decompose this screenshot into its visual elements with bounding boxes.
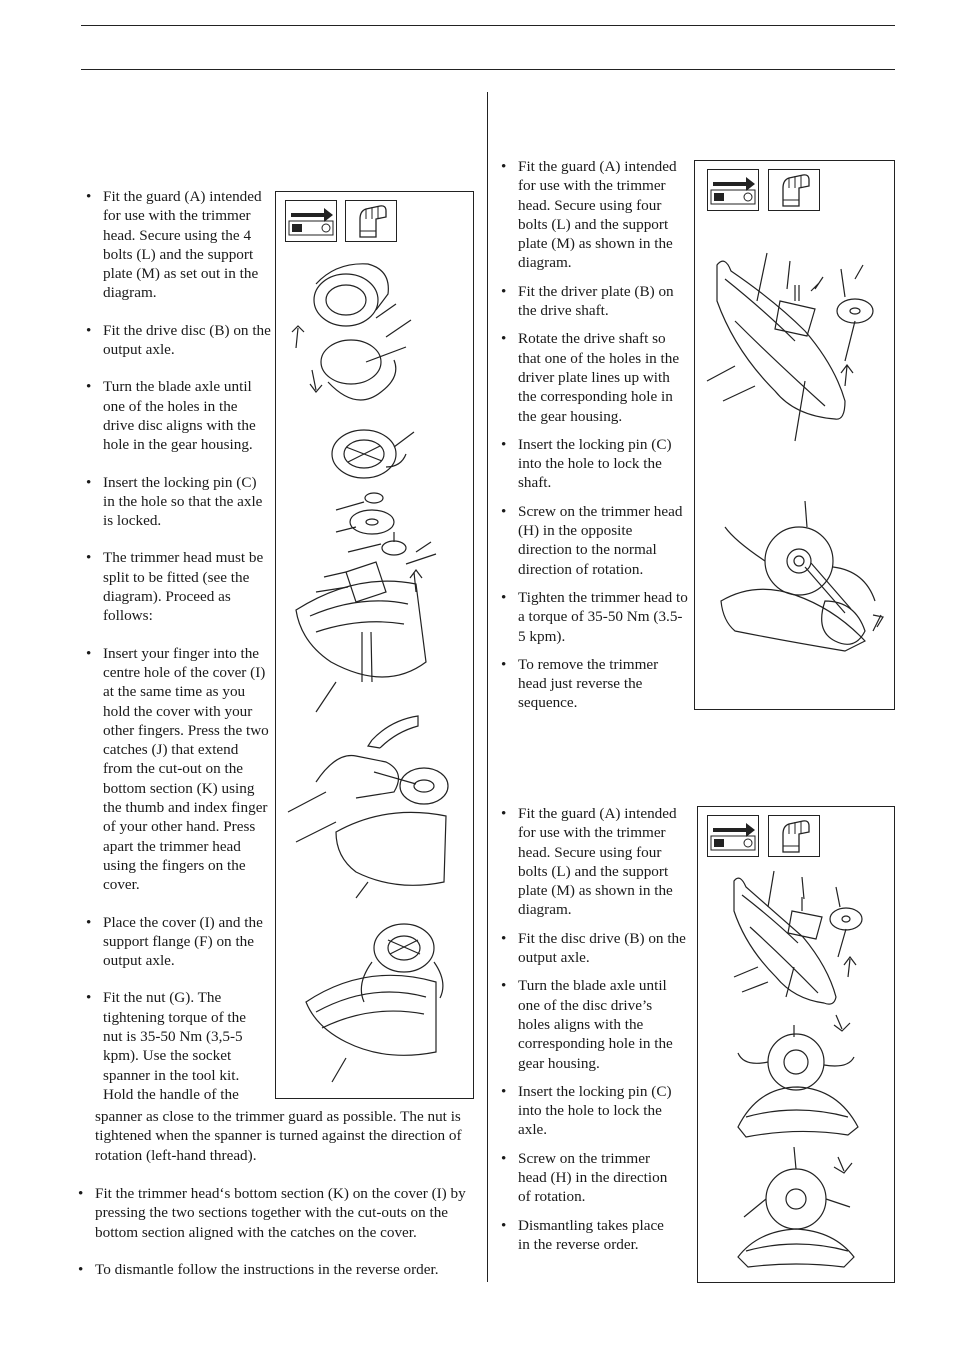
- rt-step-3: • Rotate the drive shaft so that one of the holes in the driver plate lines up with the corresponding hole in the gear housing.: [496, 329, 688, 425]
- rt-step-4: • Insert the locking pin (C) into the hole to lock the shaft.: [496, 435, 688, 493]
- disc-drive-assembly-drawing: [698, 807, 896, 1284]
- rb-step-1: • Fit the guard (A) intended for use with the trimmer head. Secure using four bolts (L) and the support plate (M) as shown in the diagram.: [496, 804, 678, 920]
- left-instructions: [81, 187, 271, 1104]
- left-figure-panel: [275, 191, 474, 1099]
- rb-step-4: • Insert the locking pin (C) into the hole to lock the axle.: [496, 1082, 686, 1140]
- left-step-7: • Place the cover (I) and the support flange (F) on the output axle.: [81, 913, 271, 971]
- rt-step-2: • Fit the driver plate (B) on the drive shaft.: [496, 282, 688, 321]
- left-step-8-continued: spanner as close to the trimmer guard as possible. The nut is tightened when the spanner is turned against the direction of rotation (left-hand thread).: [95, 1108, 462, 1164]
- right-bottom-figure-panel: [697, 806, 895, 1283]
- left-bottom-instructions: [73, 1184, 468, 1279]
- left-step-4: • Insert the locking pin (C) in the hole so that the axle is locked.: [81, 473, 271, 531]
- left-step-8: • Fit the nut (G). The tightening torque of the nut is 35-50 Nm (3,5-5 kpm). Use the socket spanner in the tool kit. Hold the handle of the: [81, 988, 263, 1104]
- rt-step-6: • Tighten the trimmer head to a torque of 35-50 Nm (3.5-5 kpm).: [496, 588, 688, 646]
- guard-and-trimmer-drawing: [695, 161, 896, 711]
- header-rule: [81, 69, 895, 70]
- rt-step-5: • Screw on the trimmer head (H) in the opposite direction to the normal direction of rotation.: [496, 502, 688, 579]
- trimmer-head-assembly-drawing: [276, 192, 475, 1100]
- right-bottom-instructions: [496, 804, 686, 1254]
- left-step-1: • Fit the guard (A) intended for use with the trimmer head. Secure using the 4 bolts (L) and the support plate (M) as set out in the diagram.: [81, 187, 271, 303]
- right-top-figure-panel: [694, 160, 895, 710]
- left-step-9: • Fit the trimmer head‘s bottom section (K) on the cover (I) by pressing the two sections together with the cut-outs on the bottom section aligned with the catches on the cover.: [73, 1184, 468, 1242]
- top-rule: [81, 25, 895, 26]
- right-top-instructions: [496, 157, 688, 713]
- left-step-3: • Turn the blade axle until one of the holes in the drive disc aligns with the hole in the gear housing.: [81, 377, 271, 454]
- left-step-5: • The trimmer head must be split to be fitted (see the diagram). Proceed as follows:: [81, 548, 271, 625]
- rb-step-3: • Turn the blade axle until one of the disc drive’s holes aligns with the corresponding hole in the gear housing.: [496, 976, 686, 1072]
- left-step-10: • To dismantle follow the instructions in the reverse order.: [73, 1260, 468, 1279]
- rt-step-1: • Fit the guard (A) intended for use with the trimmer head. Secure using four bolts (L) and the support plate (M) as shown in the diagram.: [496, 157, 688, 273]
- column-divider: [487, 92, 488, 1282]
- left-step-6: • Insert your finger into the centre hole of the cover (I) at the same time as you hold the cover with your other fingers. Press the two catches (J) that extend from the cut-out on the bottom section (K) using the thumb and index finger of your other hand. Press apart the trimmer head using the fingers on the cover.: [81, 644, 271, 895]
- left-step-2: • Fit the drive disc (B) on the output axle.: [81, 321, 271, 360]
- rb-step-2: • Fit the disc drive (B) on the output axle.: [496, 929, 686, 968]
- rb-step-6: • Dismantling takes place in the reverse order.: [496, 1216, 678, 1255]
- rt-step-7: • To remove the trimmer head just reverse the sequence.: [496, 655, 688, 713]
- rb-step-5: • Screw on the trimmer head (H) in the direction of rotation.: [496, 1149, 678, 1207]
